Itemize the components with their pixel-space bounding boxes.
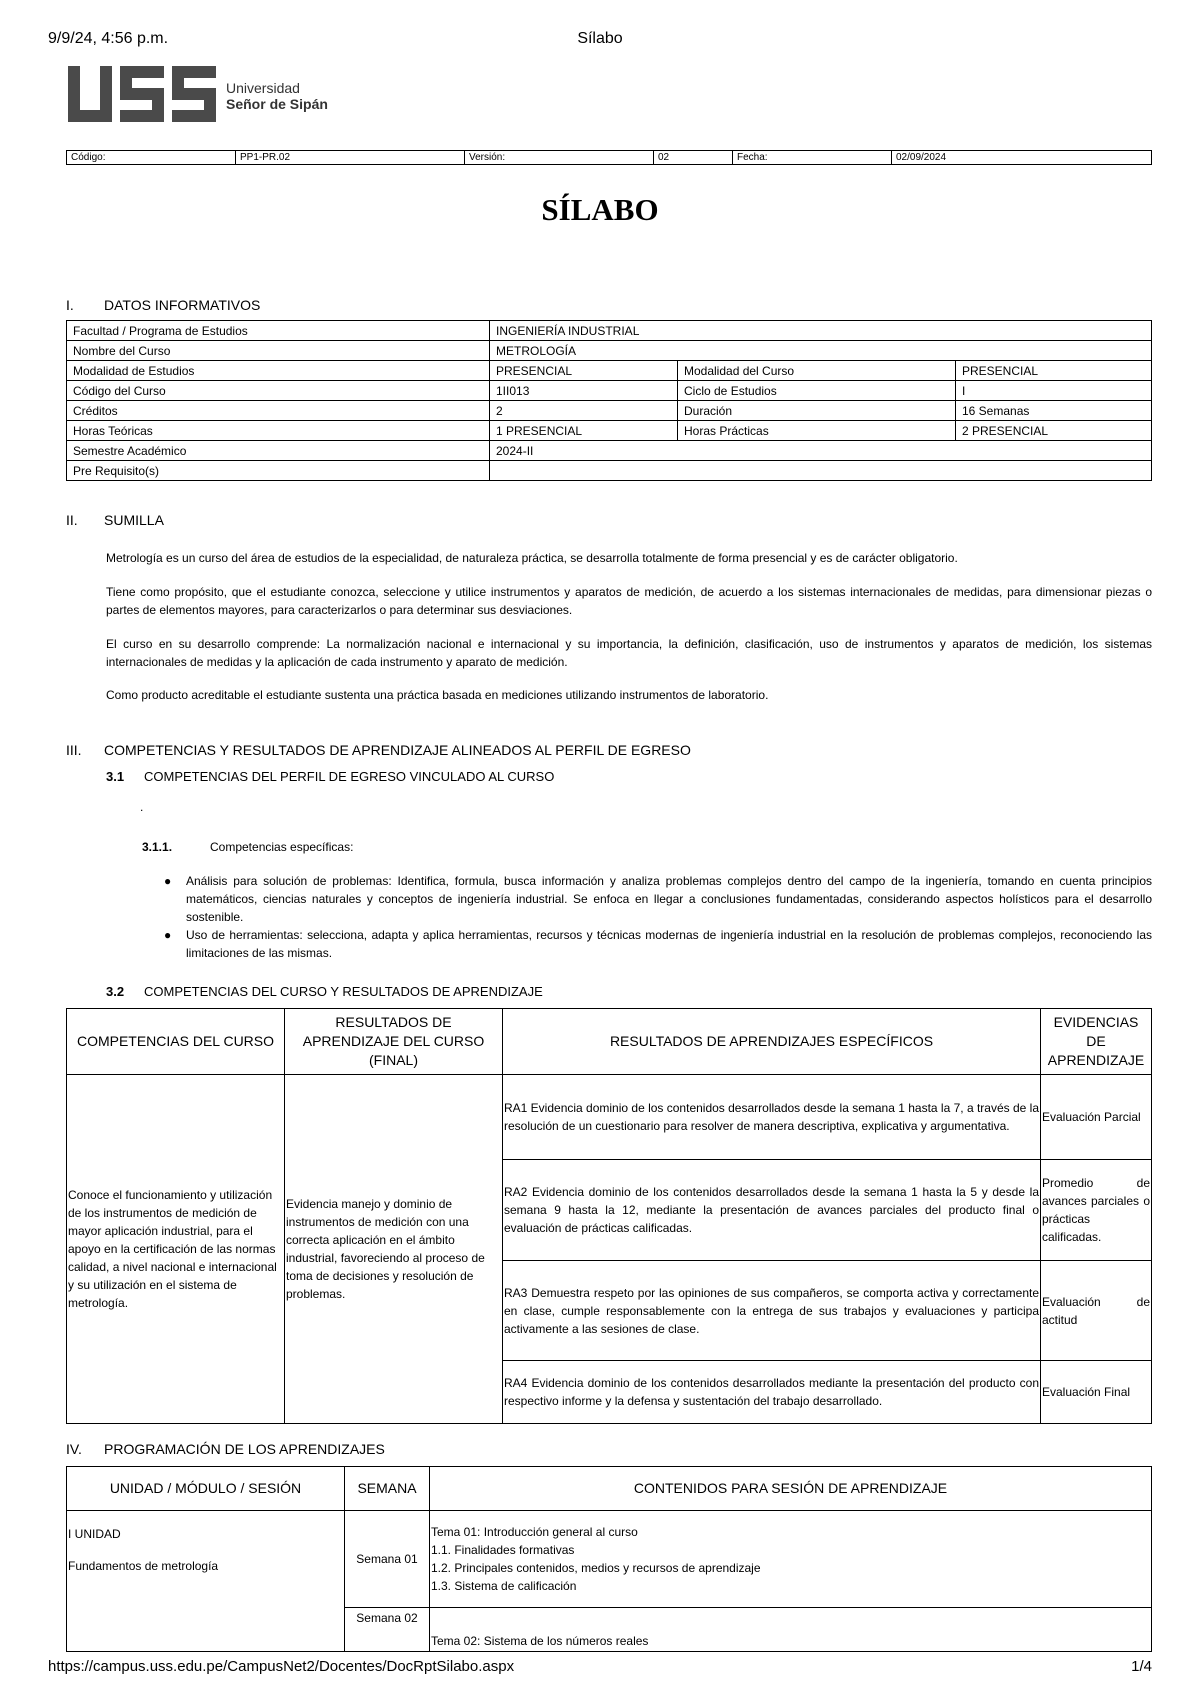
uss-logo — [68, 66, 328, 126]
stray-dot: . — [140, 800, 144, 814]
table-row: UNIDAD / MÓDULO / SESIÓN SEMANA CONTENIDOS PARA SESIÓN DE APRENDIZAJE — [67, 1467, 1152, 1511]
datos-informativos-table — [66, 320, 1152, 481]
table-row: COMPETENCIAS DEL CURSO RESULTADOS DE APRENDIZAJE DEL CURSO (FINAL) RESULTADOS DE APRENDIZAJES ESPECÍFICOS EVIDENCIAS DE APRENDIZAJE — [67, 1009, 1152, 1075]
print-datetime: 9/9/24, 4:56 p.m. — [48, 30, 169, 47]
table-row: Conoce el funcionamiento y utilización de los instrumentos de medición de mayor aplicación industrial, para el apoyo en la certificación de las normas calidad, a nivel nacional e internacional y su utilización en el sistema de metrología. Evidencia manejo y dominio de instrumentos de medición con una correcta aplicación en el ámbito industrial, favoreciendo al proceso de toma de decisiones y resolución de problemas. RA1 Evidencia dominio de los contenidos desarrollados desde la semana 1 hasta la 7, a través de la resolución de un cuestionario para resolver de manera descriptiva, explicativa y argumentativa. Evaluación Parcial — [67, 1075, 1152, 1160]
unidad-cell: I UNIDAD Fundamentos de metrología — [67, 1511, 345, 1652]
competencia-cell: Conoce el funcionamiento y utilización de los instrumentos de medición de mayor aplicación industrial, para el apoyo en la certificación de las normas calidad, a nivel nacional e internacional y su utilización en el sistema de metrología. — [67, 1075, 285, 1424]
logo-wordmark: Universidad Señor de Sipán — [226, 80, 328, 112]
print-title: Sílabo — [577, 30, 623, 47]
section-1-heading: I. DATOS INFORMATIVOS — [66, 297, 261, 313]
section-3-2-heading: 3.2 COMPETENCIAS DEL CURSO Y RESULTADOS DE APRENDIZAJE — [106, 984, 543, 999]
contenido-cell: Tema 01: Introducción general al curso 1.1. Finalidades formativas 1.2. Principales contenidos, medios y recursos de aprendizaje 1.3. Sistema de calificación — [430, 1511, 1152, 1608]
document-code-table: Código: PP1-PR.02 Versión: 02 Fecha: 02/09/2024 — [66, 150, 1152, 165]
print-page-number: 1/4 — [1131, 1658, 1152, 1675]
table-row: Modalidad de Estudios PRESENCIAL Modalidad del Curso PRESENCIAL — [67, 361, 1152, 381]
section-2-heading: II. SUMILLA — [66, 512, 164, 528]
resultado-cell: Evidencia manejo y dominio de instrumentos de medición con una correcta aplicación en el ámbito industrial, favoreciendo al proceso de toma de decisiones y resolución de problemas. — [285, 1075, 503, 1424]
bullet-icon: ● — [164, 928, 172, 942]
table-row: Semana 02 Tema 02: Sistema de los números reales — [67, 1608, 1152, 1652]
table-row: Código del Curso 1II013 Ciclo de Estudios I — [67, 381, 1152, 401]
bullet-icon: ● — [164, 874, 172, 888]
section-3-1-heading: 3.1 COMPETENCIAS DEL PERFIL DE EGRESO VINCULADO AL CURSO — [106, 769, 555, 784]
table-row: RA2 Evidencia dominio de los contenidos desarrollados desde la semana 1 hasta la 5 y desde la semana 9 hasta la 12, mediante la presentación de avances parciales del producto final o evaluación de prácticas calificadas. Promedio de avances parciales o prácticas calificadas. — [67, 1160, 1152, 1261]
programacion-table — [66, 1466, 1152, 1652]
table-row: Pre Requisito(s) — [67, 461, 1152, 481]
table-row: Nombre del Curso METROLOGÍA — [67, 341, 1152, 361]
table-row: I UNIDAD Fundamentos de metrología Semana 01 Tema 01: Introducción general al curso 1.1. Finalidades formativas 1.2. Principales contenidos, medios y recursos de aprendizaje 1.3. Sistema de calificación — [67, 1511, 1152, 1608]
section-3-heading: III. COMPETENCIAS Y RESULTADOS DE APRENDIZAJE ALINEADOS AL PERFIL DE EGRESO — [66, 742, 691, 758]
table-row: Horas Teóricas 1 PRESENCIAL Horas Prácticas 2 PRESENCIAL — [67, 421, 1152, 441]
table-row: RA3 Demuestra respeto por las opiniones de sus compañeros, se comporta activa y correctamente en clase, cumple responsablemente con la entrega de sus trabajos y evaluaciones y participa activamente a las sesiones de clase. Evaluación de actitud — [67, 1261, 1152, 1361]
uss-logo-mark — [68, 66, 218, 126]
table-row: RA4 Evidencia dominio de los contenidos desarrollados mediante la presentación del producto con respectivo informe y la defensa y sustentación del trabajo desarrollado. Evaluación Final — [67, 1361, 1152, 1424]
sumilla-paragraph-1: Metrología es un curso del área de estudios de la especialidad, de naturaleza práctica, se desarrolla totalmente de forma presencial y es de carácter obligatorio. — [106, 551, 958, 565]
section-3-1-1-heading: 3.1.1. Competencias específicas: — [142, 840, 354, 854]
list-item: ● Uso de herramientas: selecciona, adapta y aplica herramientas, recursos y técnicas modernas de ingeniería industrial en la resolución de problemas complejos, reconociendo las limitaciones de las mismas. — [164, 928, 1152, 960]
sumilla-paragraph-4: Como producto acreditable el estudiante sustenta una práctica basada en mediciones utilizando instrumentos de laboratorio. — [106, 688, 769, 702]
sumilla-paragraph-3: El curso en su desarrollo comprende: La normalización nacional e internacional y su importancia, la definición, clasificación, uso de instrumentos y aparatos de medición, los sistemas internacionales de medidas y la aplicación de cada instrumento y aparato de medición. — [106, 637, 1152, 669]
document-title: SÍLABO — [541, 192, 659, 227]
table-row: Facultad / Programa de Estudios INGENIERÍA INDUSTRIAL — [67, 321, 1152, 341]
table-row: Semestre Académico 2024-II — [67, 441, 1152, 461]
section-4-heading: IV. PROGRAMACIÓN DE LOS APRENDIZAJES — [66, 1441, 385, 1457]
list-item: ● Análisis para solución de problemas: Identifica, formula, busca información y analiza problemas complejos dentro del campo de la ingeniería, tomando en cuenta principios matemáticos, ciencias naturales y conceptos de ingeniería industrial. Se enfoca en llegar a conclusiones fundamentadas, considerando aspectos holísticos para el desarrollo sostenible. — [164, 874, 1152, 924]
competencias-table — [66, 1008, 1152, 1424]
print-url: https://campus.uss.edu.pe/CampusNet2/Docentes/DocRptSilabo.aspx — [48, 1658, 515, 1675]
sumilla-paragraph-2: Tiene como propósito, que el estudiante conozca, seleccione y utilice instrumentos y aparatos de medición, de acuerdo a los sistemas internacionales de medidas, para dimensionar piezas o partes de elementos mayores, para caracterizarlos o para determinar sus desviaciones. — [106, 585, 1152, 617]
table-row: Créditos 2 Duración 16 Semanas — [67, 401, 1152, 421]
